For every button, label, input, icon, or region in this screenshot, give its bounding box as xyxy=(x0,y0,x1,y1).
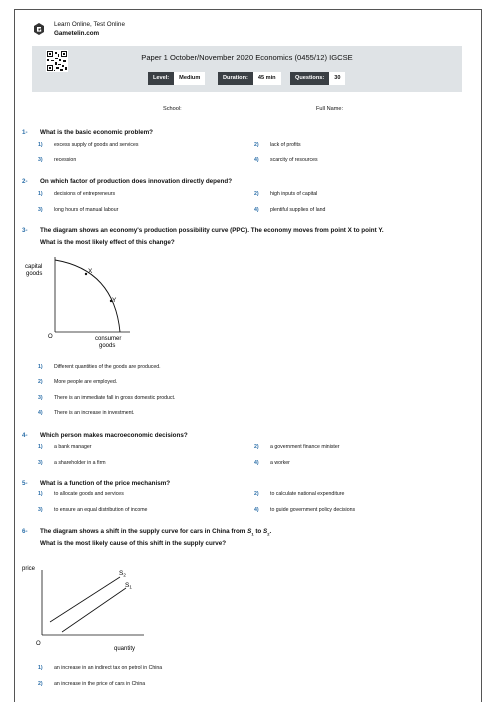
level-badge: Level: Medium xyxy=(148,72,205,85)
ppc-y-label: capital xyxy=(25,264,43,270)
supply-label-s2: $S_2$ xyxy=(119,570,126,578)
brand-tagline: Learn Online, Test Online xyxy=(54,21,125,28)
question-number: 6- xyxy=(22,528,28,535)
questions-badge: Questions: 30 xyxy=(290,72,345,85)
question-text: What is a function of the price mechanism? xyxy=(40,480,171,487)
ppc-label-y: Y xyxy=(112,297,117,304)
question-number: 5- xyxy=(22,480,28,487)
supply-origin: O xyxy=(36,641,41,647)
paper-header xyxy=(32,46,462,92)
brand-site[interactable]: Gametelin.com xyxy=(54,30,100,37)
ppc-x-label: consumer xyxy=(95,336,122,342)
question-text: What is the basic economic problem? xyxy=(40,129,154,136)
question-text: Which person makes macroeconomic decisions? xyxy=(40,432,188,439)
supply-label-s1: $S_1$ xyxy=(125,582,132,590)
supply-x-label: quantity xyxy=(114,646,136,652)
question-number: 4- xyxy=(22,432,28,439)
question-number: 3- xyxy=(22,227,28,234)
supply-shift-diagram xyxy=(22,560,152,656)
question-number: 2- xyxy=(22,178,28,185)
supply-y-label: price xyxy=(22,566,36,572)
question-text: On which factor of production does innovation directly depend? xyxy=(40,178,233,185)
paper-title: Paper 1 October/November 2020 Economics (0455/12) IGCSE xyxy=(141,53,353,62)
ppc-y-label: goods xyxy=(26,271,43,277)
supply-curve-s1 xyxy=(62,588,126,632)
duration-badge: Duration: 45 min xyxy=(218,72,281,85)
ppc-point-x xyxy=(85,273,87,275)
ppc-label-x: X xyxy=(88,268,93,275)
question-subtext: What is the most likely cause of this shift in the supply curve? xyxy=(40,540,227,547)
ppc-origin: O xyxy=(48,334,53,340)
school-label: School: xyxy=(163,106,182,112)
ppc-diagram xyxy=(22,252,134,354)
question-text: The diagram shows an economy's production possibility curve (PPC). The economy moves from point X to point Y. xyxy=(40,227,384,234)
ppc-x-label: goods xyxy=(99,343,116,349)
question-number: 1- xyxy=(22,129,28,136)
full-name-label: Full Name: xyxy=(316,106,344,112)
question-subtext: What is the most likely effect of this change? xyxy=(40,239,175,246)
gametelin-logo-icon xyxy=(32,22,46,36)
question-text: The diagram shows a shift in the supply curve for cars in China from $S_1$ to $S_2$. xyxy=(40,528,272,537)
